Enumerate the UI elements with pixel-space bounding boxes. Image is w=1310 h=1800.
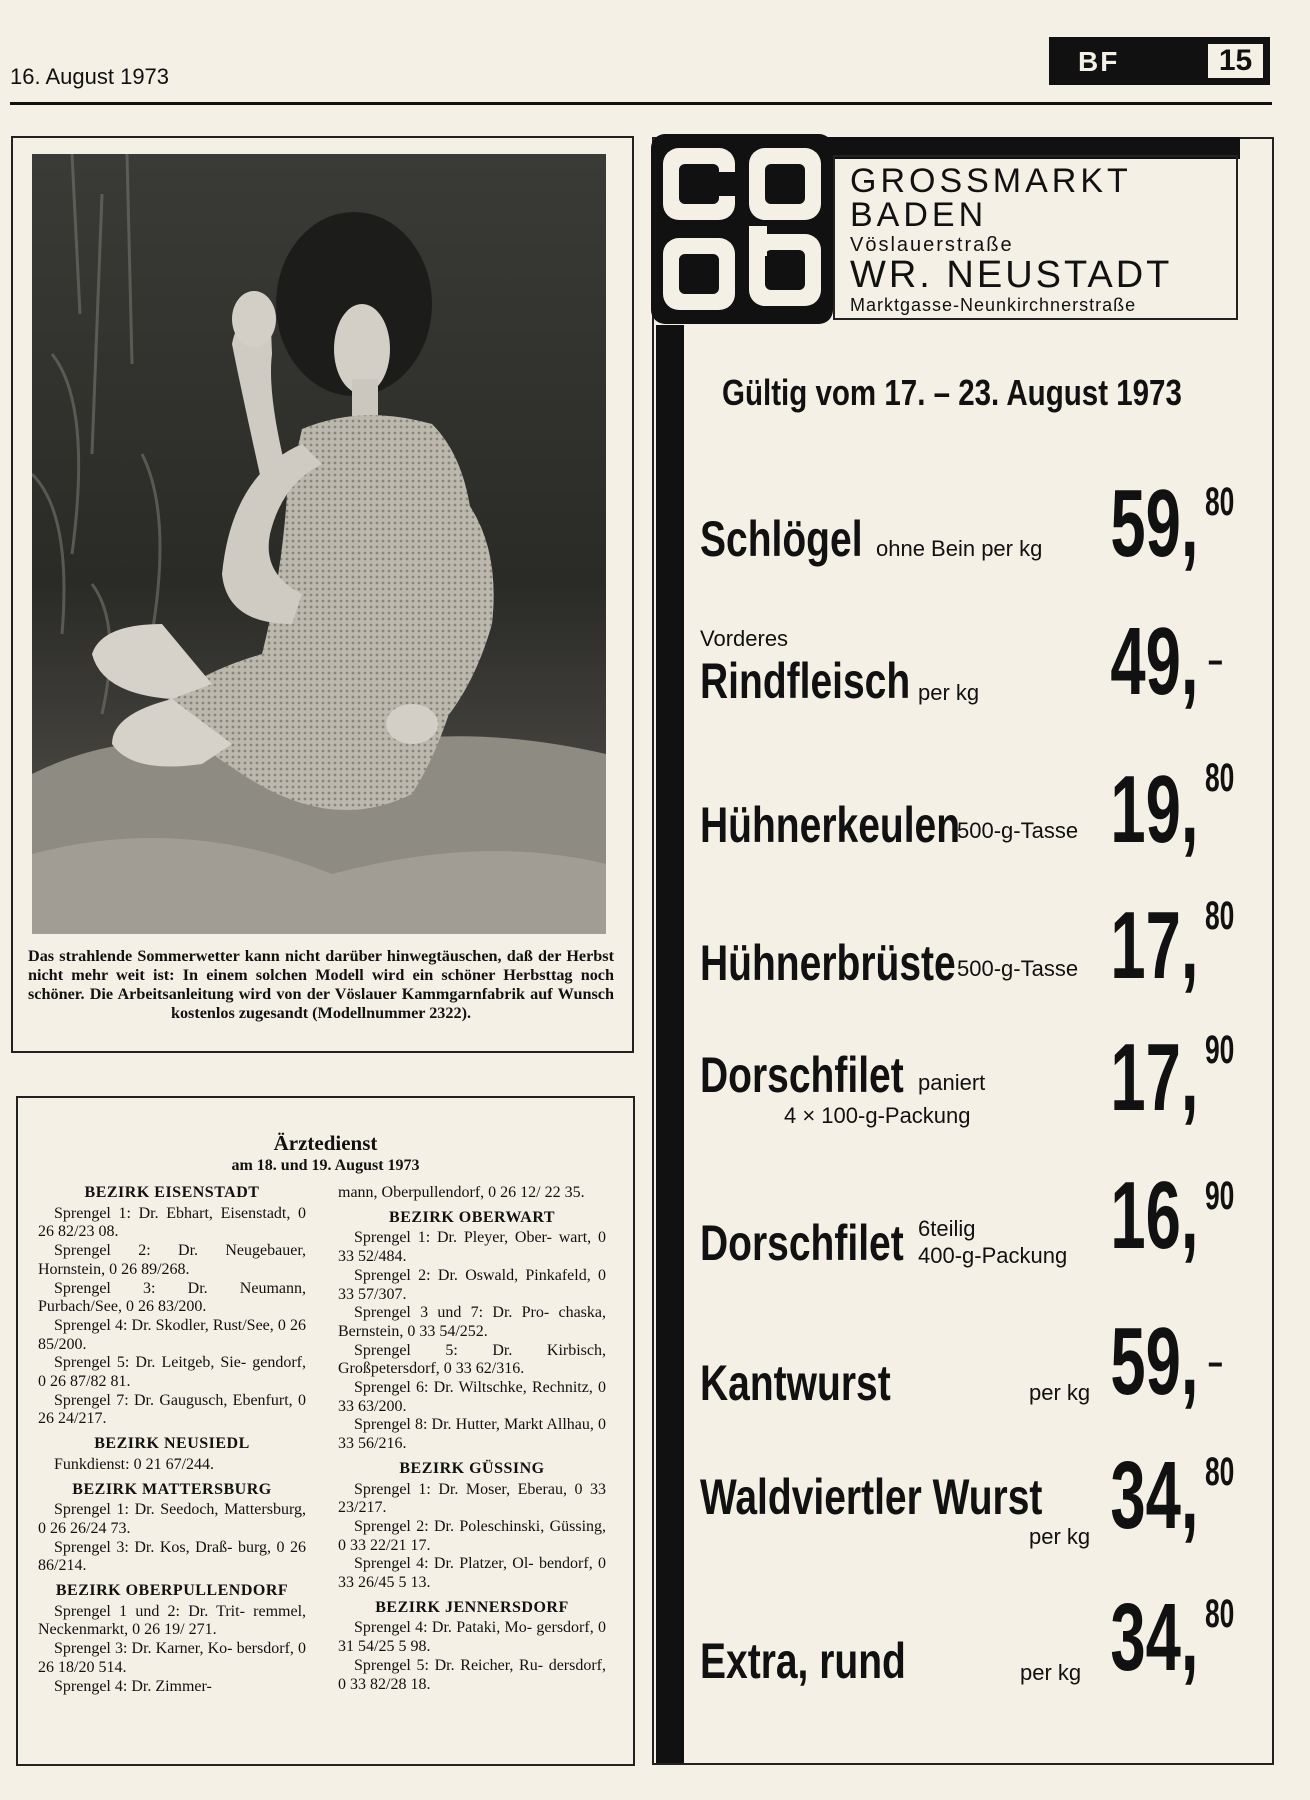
product-price-cents: 80 [1205, 1592, 1235, 1636]
doctor-entry: Sprengel 4: Dr. Pataki, Mo- gersdorf, 0 31 54/25 5 98. [338, 1619, 607, 1656]
product-note: 500-g-Tasse [957, 956, 1079, 981]
doctor-entry: Sprengel 3: Dr. Neumann, Purbach/See, 0 26 83/200. [38, 1279, 306, 1316]
store-city-1: BADEN [850, 196, 988, 234]
doctor-entry: Sprengel 5: Dr. Reicher, Ru- dersdorf, 0 33 82/28 18. [338, 1656, 606, 1693]
doctor-entry: Sprengel 4: Dr. Skodler, Rust/See, 0 26 85/200. [38, 1316, 306, 1353]
product-price-cents: 80 [1205, 480, 1235, 524]
store-street-1: Vöslauerstraße [850, 234, 1014, 256]
page-number: 15 [1206, 42, 1265, 80]
product-price-cents: 80 [1205, 894, 1235, 938]
doctors-title: Ärztedienst [273, 1131, 378, 1155]
store-city-2: WR. NEUSTADT [850, 254, 1173, 296]
product-package: 400-g-Packung [918, 1243, 1068, 1268]
header-rule [10, 102, 1272, 105]
doctor-entry-continued: mann, Oberpullendorf, 0 26 12/ 22 35. [338, 1184, 585, 1201]
doctor-entry: Sprengel 5: Dr. Leitgeb, Sie- gendorf, 0 26 87/82 81. [38, 1354, 307, 1391]
product-name: Extra, rund [700, 1633, 906, 1689]
product-price: 34, [1109, 1442, 1198, 1549]
doctor-entry: Sprengel 4: Dr. Platzer, Ol- bendorf, 0 33 26/45 5 13. [338, 1555, 607, 1592]
doctor-entry: Sprengel 2: Dr. Neugebauer, Hornstein, 0 26 89/268. [38, 1242, 306, 1278]
doctor-entry: Sprengel 8: Dr. Hutter, Markt Allhau, 0 33 56/216. [338, 1416, 607, 1453]
product-price: 17, [1109, 892, 1198, 999]
product-note: 500-g-Tasse [957, 818, 1079, 843]
doctors-column-right [338, 1184, 606, 1694]
doctor-entry: Sprengel 5: Dr. Kirbisch, Großpetersdorf, 0 33 62/316. [338, 1341, 606, 1378]
product-name: Dorschfilet [700, 1047, 904, 1103]
product-note: per kg [1029, 1524, 1091, 1549]
product-price: 49, [1109, 608, 1198, 715]
doctor-entry: Sprengel 3: Dr. Karner, Ko- bersdorf, 0 26 18/20 514. [38, 1640, 307, 1676]
district-heading: BEZIRK OBERPULLENDORF [55, 1582, 289, 1600]
doctor-entry: Sprengel 1: Dr. Pleyer, Ober- wart, 0 33 52/484. [338, 1229, 606, 1266]
doctor-entry: Sprengel 2: Dr. Oswald, Pinkafeld, 0 33 57/307. [338, 1266, 607, 1303]
doctor-entry: Sprengel 3 und 7: Dr. Pro- chaska, Bernstein, 0 33 54/252. [338, 1304, 606, 1340]
photo-caption: Das strahlende Sommerwetter kann nicht darüber hinwegtäuschen, daß der Herbst nicht mehr weit ist: In einem solchen Modell wird ein schöner Herbsttag noch schöner. Die Arbeitsanleitung wird von der Vöslauer Kammgarnfabrik auf Wunsch kostenlos zugesandt (Modellnummer 2322). [28, 947, 614, 1022]
product-note: 6teilig [918, 1216, 976, 1241]
product-price: 34, [1109, 1584, 1198, 1691]
product-note: paniert [918, 1070, 986, 1095]
doctor-entry: Sprengel 3: Dr. Kos, Draß- burg, 0 26 86/214. [38, 1538, 307, 1575]
fashion-photo [32, 154, 606, 934]
product-price-cents: 80 [1205, 1450, 1235, 1494]
product-name: Rindfleisch [700, 653, 911, 709]
product-package: 4 × 100-g-Packung [784, 1103, 971, 1128]
district-heading: BEZIRK EISENSTADT [84, 1184, 260, 1201]
doctor-entry: Sprengel 1: Dr. Seedoch, Mattersburg, 0 26 26/24 73. [38, 1501, 306, 1537]
doctor-entry: Sprengel 1: Dr. Moser, Eberau, 0 33 23/217. [338, 1480, 607, 1517]
product-prefix: Vorderes [700, 626, 789, 651]
doctor-entry: Sprengel 6: Dr. Wiltschke, Rechnitz, 0 33 63/200. [338, 1379, 606, 1415]
doctor-entry: Sprengel 7: Dr. Gaugusch, Ebenfurt, 0 26 24/217. [38, 1391, 306, 1428]
product-note: ohne Bein per kg [876, 536, 1043, 561]
section-label: BF [1078, 46, 1120, 77]
district-heading: BEZIRK OBERWART [389, 1208, 555, 1226]
issue-date: 16. August 1973 [10, 64, 170, 89]
product-name: Schlögel [700, 511, 863, 567]
doctor-entry: Sprengel 1 und 2: Dr. Trit- remmel, Neckenmarkt, 0 26 19/ 271. [38, 1602, 307, 1639]
product-name: Hühnerbrüste [700, 935, 956, 991]
product-name: Waldviertler Wurst [700, 1469, 1043, 1525]
product-price: 17, [1109, 1024, 1198, 1131]
doctors-column-left [38, 1184, 306, 1696]
store-title: GROSSMARKT [850, 162, 1132, 200]
district-heading: BEZIRK NEUSIEDL [94, 1435, 250, 1453]
product-price: 19, [1109, 756, 1198, 863]
product-price-cents: 80 [1205, 756, 1235, 800]
doctor-entry: Sprengel 2: Dr. Poleschinski, Güssing, 0 33 22/21 17. [338, 1517, 607, 1554]
product-price-cents: 90 [1205, 1174, 1235, 1218]
product-price-cents: – [1208, 1340, 1223, 1384]
product-note: per kg [918, 680, 980, 705]
product-price-cents: 90 [1205, 1028, 1235, 1072]
doctor-entry: Sprengel 1: Dr. Ebhart, Eisenstadt, 0 26 82/23 08. [38, 1204, 307, 1241]
district-heading: BEZIRK GÜSSING [399, 1459, 545, 1477]
doctor-entry: Funkdienst: 0 21 67/244. [54, 1455, 215, 1473]
product-note: per kg [1020, 1660, 1082, 1685]
district-heading: BEZIRK JENNERSDORF [375, 1598, 569, 1616]
doctor-entry: Sprengel 4: Dr. Zimmer- [54, 1677, 212, 1695]
store-street-2: Marktgasse-Neunkirchnerstraße [850, 295, 1137, 315]
district-heading: BEZIRK MATTERSBURG [72, 1480, 272, 1498]
product-name: Hühnerkeulen [700, 797, 961, 853]
coop-logo [651, 134, 833, 324]
product-price-cents: – [1208, 638, 1223, 682]
product-price: 59, [1109, 1308, 1198, 1415]
product-price: 59, [1109, 470, 1198, 577]
doctors-subtitle: am 18. und 19. August 1973 [231, 1157, 420, 1174]
validity-period: Gültig vom 17. – 23. August 1973 [722, 372, 1182, 413]
product-name: Dorschfilet [700, 1215, 904, 1271]
product-note: per kg [1029, 1380, 1091, 1405]
advert-side-bar [656, 325, 684, 1763]
product-price: 16, [1109, 1162, 1198, 1269]
product-name: Kantwurst [700, 1355, 891, 1411]
